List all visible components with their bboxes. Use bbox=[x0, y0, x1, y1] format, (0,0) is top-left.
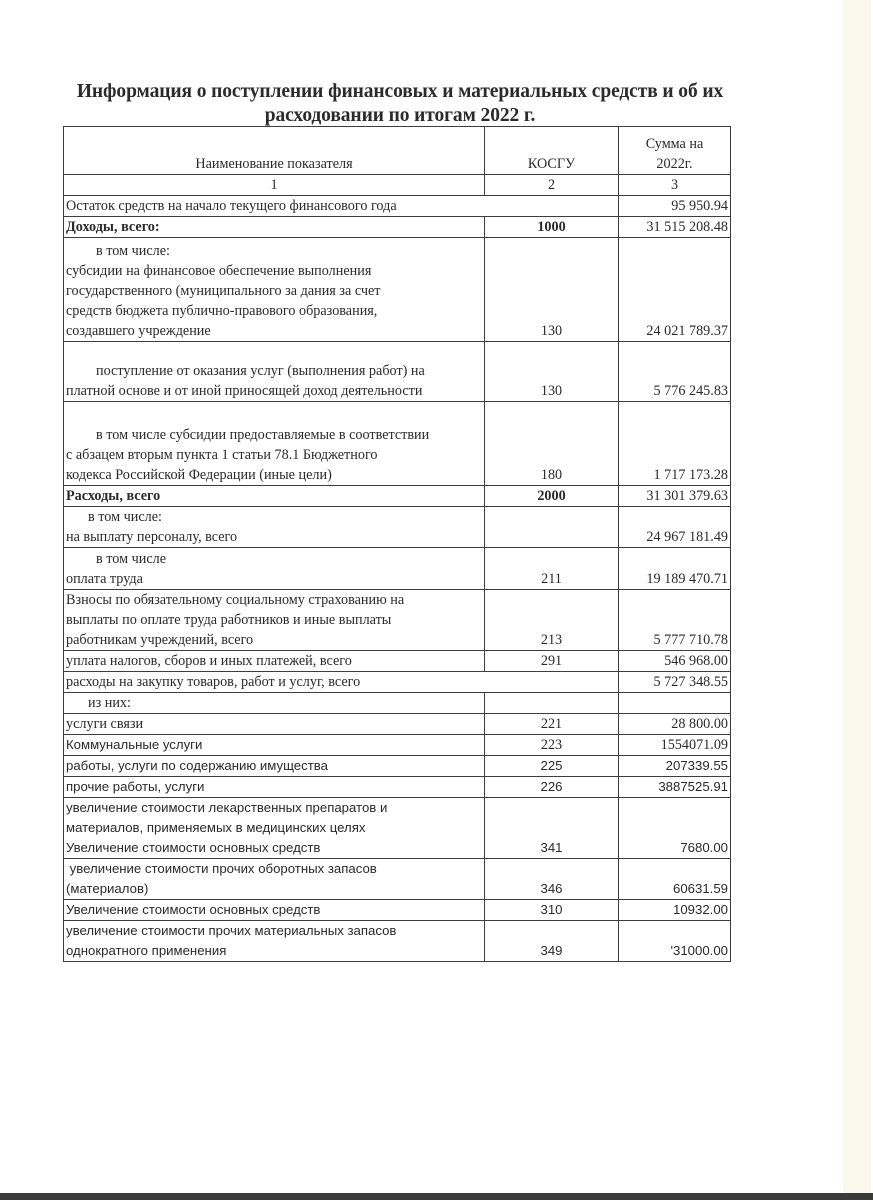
row-name bbox=[64, 590, 485, 651]
row-sum: 546 968.00 bbox=[619, 651, 731, 672]
row-name bbox=[64, 342, 485, 402]
row-sum bbox=[619, 693, 731, 714]
row-name bbox=[64, 196, 619, 217]
row-name bbox=[64, 402, 485, 486]
table-row bbox=[64, 693, 731, 714]
table-row bbox=[64, 196, 731, 217]
row-sum: 31 301 379.63 bbox=[619, 486, 731, 507]
row-name bbox=[64, 486, 485, 507]
column-number-1: 1 bbox=[64, 175, 485, 196]
row-text: в том числе субсидии предоставляемые в соответствии bbox=[96, 427, 430, 443]
scan-bottom-edge bbox=[0, 1193, 873, 1200]
table-row bbox=[64, 900, 731, 921]
row-code: 180 bbox=[485, 402, 619, 486]
row-text: Увеличение стоимости основных средств bbox=[66, 840, 321, 855]
row-code: 223 bbox=[485, 735, 619, 756]
table-row bbox=[64, 590, 731, 651]
row-text: работникам учреждений, всего bbox=[66, 632, 254, 648]
row-sum: 24 021 789.37 bbox=[619, 238, 731, 342]
row-text: оплата труда bbox=[66, 571, 143, 587]
document-title bbox=[60, 80, 740, 128]
row-code: 341 bbox=[485, 798, 619, 859]
row-code: 130 bbox=[485, 238, 619, 342]
row-sum: 31 515 208.48 bbox=[619, 217, 731, 238]
row-text: с абзацем вторым пункта 1 статьи 78.1 Бюджетного bbox=[66, 447, 378, 463]
row-text: государственного (муниципального за дания за счет bbox=[66, 283, 381, 299]
row-text: услуги связи bbox=[66, 716, 144, 732]
row-code: 1000 bbox=[485, 217, 619, 238]
row-text: работы, услуги по содержанию имущества bbox=[66, 758, 328, 773]
table-row bbox=[64, 507, 731, 548]
table-row bbox=[64, 921, 731, 962]
row-text: уплата налогов, сборов и иных платежей, всего bbox=[66, 653, 352, 669]
title-line-2: расходовании по итогам 2022 г. bbox=[264, 105, 536, 126]
row-name bbox=[64, 714, 485, 735]
row-text: Увеличение стоимости основных средств bbox=[66, 902, 321, 917]
row-text: субсидии на финансовое обеспечение выполнения bbox=[66, 263, 372, 279]
column-number-row bbox=[64, 175, 731, 196]
row-text: увеличение стоимости лекарственных препаратов и bbox=[66, 800, 388, 815]
header-name: Наименование показателя bbox=[64, 127, 485, 175]
row-text: в том числе: bbox=[96, 243, 170, 259]
row-code: 310 bbox=[485, 900, 619, 921]
row-name bbox=[64, 651, 485, 672]
financial-report-table bbox=[63, 126, 731, 962]
row-text: кодекса Российской Федерации (иные цели) bbox=[66, 467, 332, 483]
table-row bbox=[64, 672, 731, 693]
row-name bbox=[64, 735, 485, 756]
table-row bbox=[64, 859, 731, 900]
row-text: Доходы, всего: bbox=[66, 219, 160, 235]
row-text: на выплату персоналу, всего bbox=[66, 529, 238, 545]
row-text: платной основе и от иной приносящей доход деятельности bbox=[66, 383, 423, 399]
table-row bbox=[64, 342, 731, 402]
row-text: увеличение стоимости прочих материальных запасов bbox=[66, 923, 397, 938]
row-sum: '31000.00 bbox=[619, 921, 731, 962]
table-row bbox=[64, 756, 731, 777]
row-sum: 7680.00 bbox=[619, 798, 731, 859]
row-code: 225 bbox=[485, 756, 619, 777]
row-code: 291 bbox=[485, 651, 619, 672]
row-name bbox=[64, 777, 485, 798]
table-row bbox=[64, 486, 731, 507]
column-number-2: 2 bbox=[485, 175, 619, 196]
row-sum: 10932.00 bbox=[619, 900, 731, 921]
row-name bbox=[64, 859, 485, 900]
row-code: 349 bbox=[485, 921, 619, 962]
table-row bbox=[64, 402, 731, 486]
header-sum-line1: Сумма на bbox=[645, 136, 704, 152]
row-sum: 95 950.94 bbox=[619, 196, 731, 217]
row-sum: 5 777 710.78 bbox=[619, 590, 731, 651]
table-row bbox=[64, 238, 731, 342]
table-header-row bbox=[64, 127, 731, 175]
row-sum: 3887525.91 bbox=[619, 777, 731, 798]
row-text: в том числе bbox=[96, 551, 167, 567]
row-code: 130 bbox=[485, 342, 619, 402]
row-text: Остаток средств на начало текущего финансового года bbox=[66, 198, 397, 214]
row-code bbox=[485, 693, 619, 714]
row-code bbox=[485, 507, 619, 548]
table-row bbox=[64, 735, 731, 756]
row-text: увеличение стоимости прочих оборотных запасов bbox=[66, 861, 377, 876]
row-text: в том числе: bbox=[88, 509, 162, 525]
row-text: расходы на закупку товаров, работ и услуг, всего bbox=[66, 674, 361, 690]
row-text: Коммунальные услуги bbox=[66, 737, 203, 752]
row-text: средств бюджета публично-правового образования, bbox=[66, 303, 378, 319]
row-sum: 5 776 245.83 bbox=[619, 342, 731, 402]
row-name bbox=[64, 921, 485, 962]
row-text: однократного применения bbox=[66, 943, 227, 958]
row-text: из них: bbox=[88, 695, 131, 711]
table-row bbox=[64, 798, 731, 859]
table-row bbox=[64, 714, 731, 735]
row-sum: 1 717 173.28 bbox=[619, 402, 731, 486]
row-name bbox=[64, 217, 485, 238]
table-row bbox=[64, 548, 731, 590]
row-text: прочие работы, услуги bbox=[66, 779, 205, 794]
row-code: 2000 bbox=[485, 486, 619, 507]
table-row bbox=[64, 651, 731, 672]
row-name bbox=[64, 507, 485, 548]
column-number-3: 3 bbox=[619, 175, 731, 196]
row-text: Расходы, всего bbox=[66, 488, 161, 504]
row-name bbox=[64, 693, 485, 714]
header-code: КОСГУ bbox=[485, 127, 619, 175]
row-text: материалов, применяемых в медицинских целях bbox=[66, 820, 366, 835]
row-name bbox=[64, 548, 485, 590]
row-name bbox=[64, 900, 485, 921]
row-code: 221 bbox=[485, 714, 619, 735]
title-line-1: Информация о поступлении финансовых и материальных средств и об их bbox=[76, 81, 724, 102]
row-sum: 5 727 348.55 bbox=[619, 672, 731, 693]
row-code: 211 bbox=[485, 548, 619, 590]
row-sum: 60631.59 bbox=[619, 859, 731, 900]
table-row bbox=[64, 777, 731, 798]
table-row bbox=[64, 217, 731, 238]
row-text: (материалов) bbox=[66, 881, 149, 896]
scan-margin-strip bbox=[843, 0, 871, 1195]
row-text: создавшего учреждение bbox=[66, 323, 211, 339]
row-text: Взносы по обязательному социальному страхованию на bbox=[66, 592, 405, 608]
row-sum: 207339.55 bbox=[619, 756, 731, 777]
row-code: 346 bbox=[485, 859, 619, 900]
row-text: поступление от оказания услуг (выполнения работ) на bbox=[96, 363, 425, 379]
row-sum: 19 189 470.71 bbox=[619, 548, 731, 590]
row-code: 226 bbox=[485, 777, 619, 798]
row-name bbox=[64, 756, 485, 777]
row-text: выплаты по оплате труда работников и иные выплаты bbox=[66, 612, 392, 628]
row-name bbox=[64, 672, 619, 693]
row-code: 213 bbox=[485, 590, 619, 651]
row-name bbox=[64, 798, 485, 859]
row-sum: 1554071.09 bbox=[619, 735, 731, 756]
row-sum: 24 967 181.49 bbox=[619, 507, 731, 548]
row-sum: 28 800.00 bbox=[619, 714, 731, 735]
header-sum-line2: 2022г. bbox=[656, 156, 693, 172]
header-sum bbox=[619, 127, 731, 175]
row-name bbox=[64, 238, 485, 342]
